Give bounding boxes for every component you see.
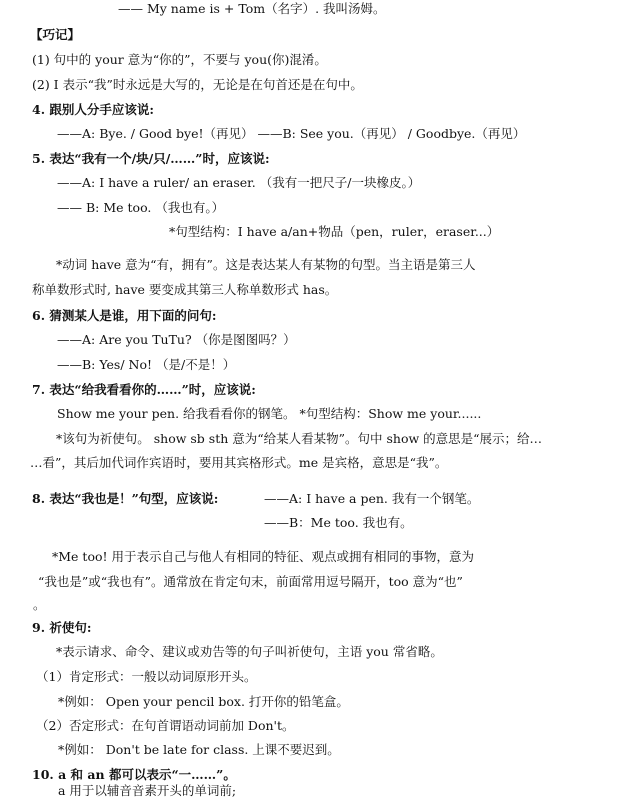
section-heading: 5. 表达“我有一个/块/只/……”时，应该说: (32, 151, 270, 166)
section-heading: 7. 表达“给我看看你的……”时，应该说: (32, 382, 256, 397)
dialog-line: ——A: I have a pen. 我有一个钢笔。 (264, 491, 480, 506)
dialog-line: ——B：Me too. 我也有。 (264, 515, 413, 530)
section-heading: 8. 表达“我也是！”句型，应该说: (32, 491, 219, 506)
pattern-line: *句型结构：I have a/an+物品（pen，ruler，eraser...） (169, 224, 500, 239)
note-line: 。 (33, 597, 46, 612)
section-heading: 4. 跟别人分手应该说: (32, 102, 155, 117)
section-heading: 6. 猜测某人是谁，用下面的问句: (32, 308, 217, 323)
dialog-line: ——B: Yes/ No! （是/不是！） (57, 357, 236, 372)
note-line: “我也是”或“我也有”。通常放在肯定句末，前面常用逗号隔开，too 意为“也” (38, 574, 463, 589)
note-line: a 用于以辅音音素开头的单词前; (58, 783, 237, 798)
example-line: —— My name is + Tom（名字）. 我叫汤姆。 (118, 1, 386, 16)
example-line: *例如： Open your pencil box. 打开你的铅笔盒。 (58, 694, 349, 709)
note-line: *表示请求、命令、建议或劝告等的句子叫祈使句，主语 you 常省略。 (56, 644, 443, 659)
dialog-line: —— B: Me too. （我也有。） (57, 200, 225, 215)
dialog-line: ——A: Bye. / Good bye!（再见） ——B: See you.（再见） / Goodbye.（再见） (57, 126, 526, 141)
example-line: Show me your pen. 给我看看你的钢笔。 *句型结构：Show me your...... (57, 406, 482, 421)
dialog-line: ——A: I have a ruler/ an eraser. （我有一把尺子/一块橡皮。） (57, 175, 421, 190)
note-line: *Me too! 用于表示自己与他人有相同的特征、观点或拥有相同的事物，意为 (52, 549, 474, 564)
example-line: *例如： Don't be late for class. 上课不要迟到。 (58, 742, 340, 757)
note-line: 称单数形式时, have 要变成其第三人称单数形式 has。 (32, 282, 338, 297)
section-heading: 9. 祈使句: (32, 620, 92, 635)
dialog-line: ——A: Are you TuTu? （你是图图吗？） (57, 332, 296, 347)
section-heading: 10. a 和 an 都可以表示“一……”。 (32, 767, 236, 782)
tip-line: (1) 句中的 your 意为“你的”，不要与 you(你)混淆。 (32, 52, 327, 67)
note-line: *动词 have 意为“有，拥有”。这是表达某人有某物的句型。当主语是第三人 (56, 257, 476, 272)
tip-line: (2) I 表示“我”时永远是大写的，无论是在句首还是在句中。 (32, 77, 363, 92)
tip-heading: 【巧记】 (30, 27, 81, 42)
list-item: （1）肯定形式：一般以动词原形开头。 (36, 669, 257, 684)
note-line: *该句为祈使句。 show sb sth 意为“给某人看某物”。句中 show 的意思是“展示；给… (56, 431, 543, 446)
list-item: （2）否定形式：在句首谓语动词前加 Don't。 (36, 718, 295, 733)
note-line: …看”，其后加代词作宾语时，要用其宾格形式。me 是宾格，意思是“我”。 (30, 455, 448, 470)
